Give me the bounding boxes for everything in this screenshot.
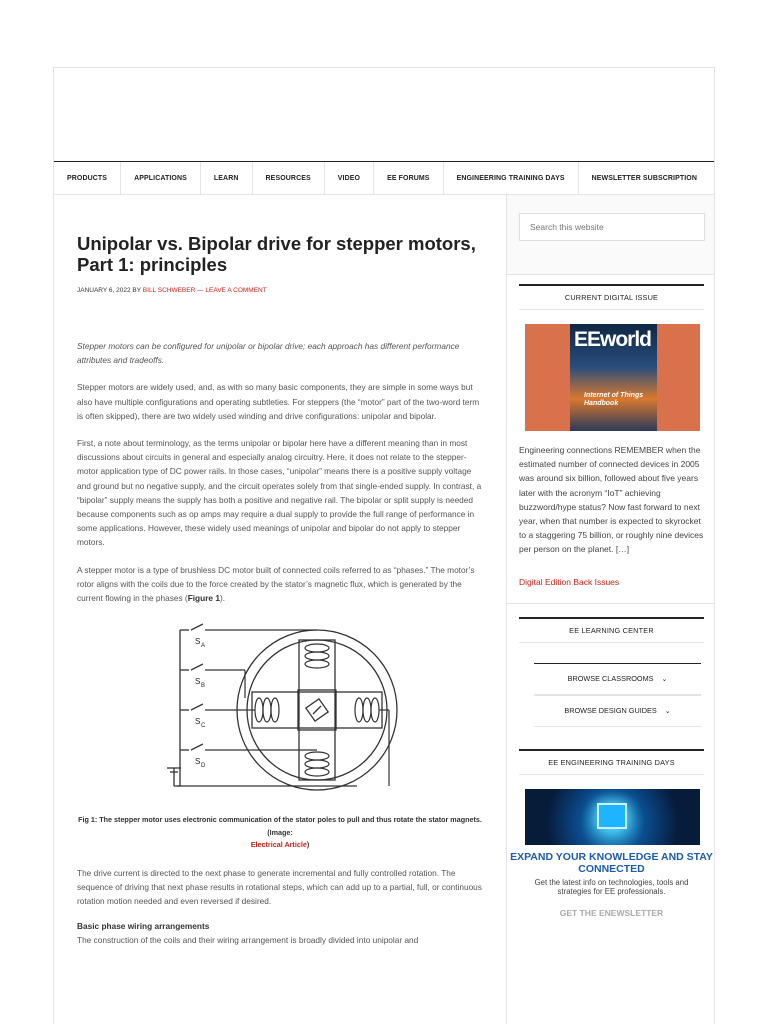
browse-classrooms-dropdown[interactable] (534, 663, 701, 695)
stepper-motor-diagram (77, 618, 483, 808)
magazine-subtitle: Internet of Things Handbook (584, 392, 644, 407)
p3-end: ). (219, 593, 226, 604)
browse-design-guides-label: BROWSE DESIGN GUIDES (564, 706, 657, 716)
article-paragraph: Stepper motors are widely used, and, as with so many basic components, they are simple in some ways but also have multiple configurations and operating subtleties. For steppers (the “motor” part of the two-word term is often skipped), there are two widely used winding and drive configurations: unipolar and bipolar. (77, 382, 480, 421)
p3-text: A stepper motor is a type of brushless DC motor built of connected coils referred to as “phases.” The motor’s rotor aligns with the coils due to the force created by the stator’s magnetic flux, which is generated by the current flowing in the phases ( (77, 564, 475, 604)
back-issues-link[interactable]: Digital Edition Back Issues (519, 576, 620, 587)
magazine-cover (570, 324, 657, 431)
nav-training-days[interactable]: ENGINEERING TRAINING DAYS (444, 162, 579, 195)
switch-sub-a: A (201, 643, 206, 650)
article-date: JANUARY 6, 2022 (77, 287, 131, 294)
caption-end: ) (306, 840, 310, 850)
article-paragraph: The construction of the coils and their wiring arrangement is broadly divided into unipolar and (77, 935, 419, 946)
article-paragraph: First, a note about terminology, as the terms unipolar or bipolar here have a different meaning than in most discussions about circuits in general and especially analog circuitry. Here, it does not relate to the stepper-motor application type of DC power rails. In those cases, “unipolar” means there is a positive supply voltage and ground but no negative supply, and the circuit operates solely from that single-ended supply. In contrast, a “bipolar” supply means the supply has both a positive and negative rail. The bipolar or split supply is needed because components such as op amps may require a dual supply to provide the full range of performance in some applications. However, these widely used meanings of unipolar and bipolar do not apply to stepper motors. (77, 438, 482, 548)
nav-newsletter[interactable]: NEWSLETTER SUBSCRIPTION (591, 175, 697, 182)
magazine-logo: EEworld (574, 328, 652, 351)
sidebar (506, 195, 715, 1024)
switch-sub-b: B (201, 683, 206, 690)
article-paragraph: The drive current is directed to the next phase to generate incremental and fully controlled rotation. The sequence of driving that next phase results in rotational steps, which can add up to a partial, full, or continuous rotation motion needed and even reversed if desired. (77, 867, 482, 907)
digital-issue-cover[interactable] (525, 324, 700, 431)
figure-ref: Figure 1 (187, 593, 220, 604)
search-area (507, 195, 715, 275)
switch-label-a: S (195, 637, 201, 647)
nav-products[interactable]: PRODUCTS (54, 162, 121, 195)
by-label: BY (132, 287, 141, 294)
article-title: Unipolar vs. Bipolar drive for stepper motors, Part 1: principles (77, 233, 476, 275)
digital-issue-title: CURRENT DIGITAL ISSUE (519, 284, 704, 310)
browse-classrooms-label: BROWSE CLASSROOMS (567, 674, 654, 684)
newsletter-banner-image[interactable] (525, 789, 700, 845)
learning-center-title: EE LEARNING CENTER (519, 617, 704, 643)
nav-ee-forums[interactable]: EE FORUMS (374, 162, 444, 195)
chip-icon (597, 803, 627, 829)
article-meta (77, 287, 483, 294)
switch-label-b: S (195, 677, 201, 687)
figure-caption (77, 814, 483, 852)
switch-sub-c: C (201, 723, 206, 730)
section-subhead: Basic phase wiring arrangements (77, 921, 210, 932)
switch-label-d: S (195, 757, 201, 767)
chevron-down-icon: ⌄ (664, 707, 671, 715)
leave-comment-link[interactable]: LEAVE A COMMENT (205, 287, 267, 294)
article-intro: Stepper motors can be configured for unipolar or bipolar drive; each approach has different performance attributes and tradeoffs. (77, 341, 460, 366)
page-container (53, 67, 715, 1024)
nav-resources[interactable]: RESOURCES (253, 162, 325, 195)
browse-design-guides-dropdown[interactable] (534, 695, 701, 727)
get-enewsletter-link[interactable]: GET THE ENEWSLETTER (559, 907, 664, 918)
switch-sub-d: D (201, 763, 206, 770)
digital-issue-text: Engineering connections REMEMBER when the estimated number of connected devices in 2005 was around six billion, followed about five years later with the acronym “IoT” achieving buzzword/hype status? Now fast forward to next year, when that number is expected to skyrocket to a staggering 75 billion, or roughly nine devices per person on the planet. […] (519, 445, 704, 555)
article-paragraph (77, 563, 483, 606)
training-days-title: EE ENGINEERING TRAINING DAYS (519, 749, 704, 775)
author-link[interactable]: BILL SCHWEBER (142, 287, 196, 294)
caption-text: Fig 1: The stepper motor uses electronic communication of the stator poles to pull and thus rotate the stator magnets. (Image: (78, 815, 482, 837)
article (77, 233, 483, 961)
search-input[interactable] (519, 213, 705, 241)
caption-source-link[interactable]: Electrical Article (250, 840, 307, 850)
nav-learn[interactable]: LEARN (201, 162, 253, 195)
switch-label-c: S (195, 717, 201, 727)
expand-knowledge-text: Get the latest info on technologies, tools and strategies for EE professionals. (534, 877, 689, 896)
meta-dash: — (197, 287, 204, 294)
main-nav (54, 161, 715, 195)
nav-applications[interactable]: APPLICATIONS (121, 162, 201, 195)
nav-video[interactable]: VIDEO (325, 162, 374, 195)
expand-knowledge-heading: EXPAND YOUR KNOWLEDGE AND STAY CONNECTED (510, 850, 713, 875)
chevron-down-icon: ⌄ (661, 675, 668, 683)
stepper-motor-figure (77, 618, 483, 808)
